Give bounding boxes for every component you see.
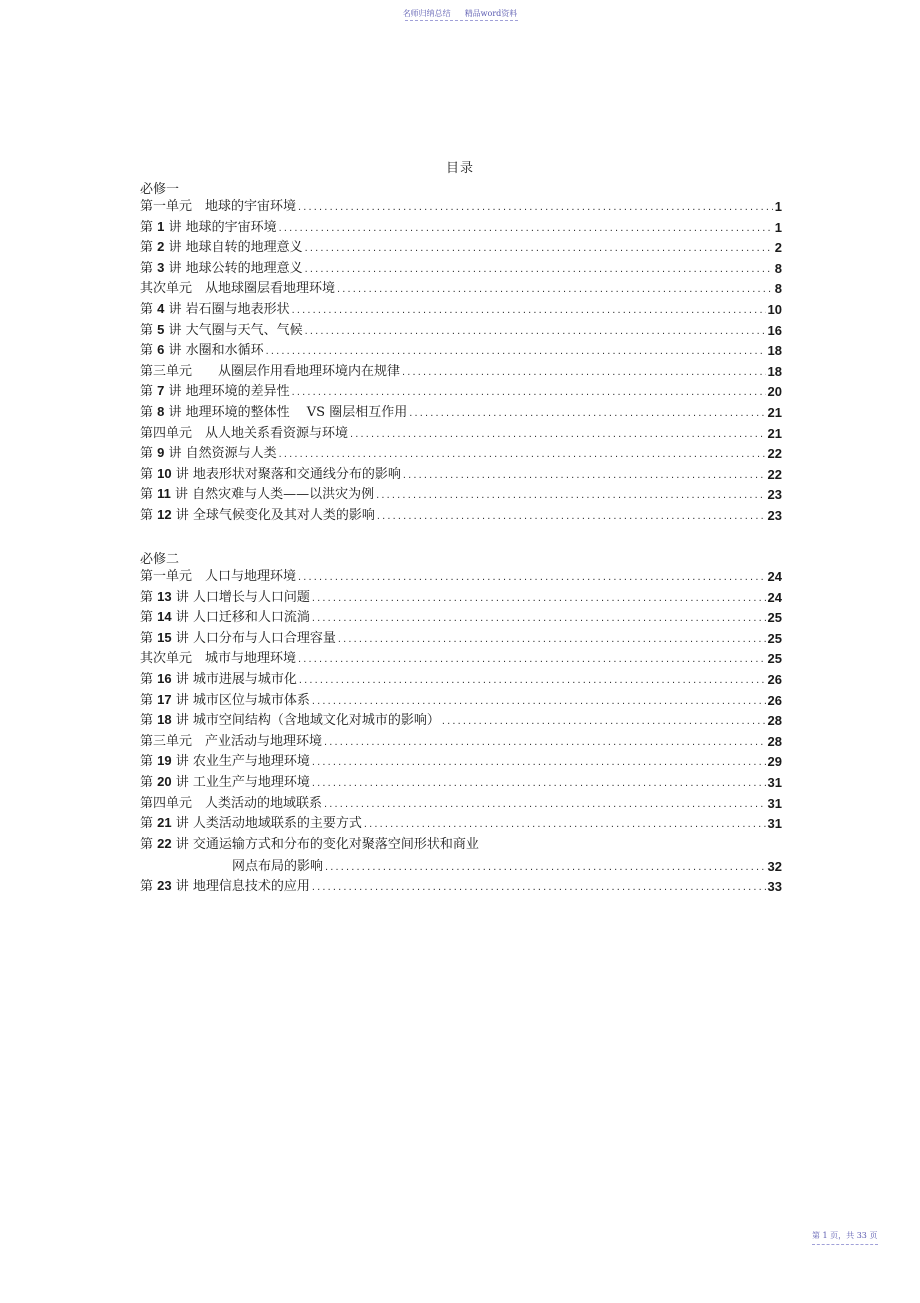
dot-leader bbox=[298, 650, 766, 668]
toc-entry[interactable] bbox=[140, 671, 782, 689]
dot-leader bbox=[312, 589, 766, 607]
entry-prefix: 第 bbox=[140, 589, 158, 605]
header-right: 精品word资料 bbox=[464, 9, 518, 18]
entry-label bbox=[140, 382, 290, 401]
entry-text: 讲 人类活动地域联系的主要方式 bbox=[171, 816, 362, 832]
entry-label bbox=[140, 877, 310, 896]
toc-entry[interactable] bbox=[140, 342, 782, 360]
entry-number: 14 bbox=[157, 609, 172, 625]
entry-text: 讲 城市空间结构（含地域文化对城市的影响） bbox=[171, 713, 440, 729]
toc-entry[interactable] bbox=[140, 383, 782, 401]
toc-entry[interactable] bbox=[140, 712, 782, 730]
page-number: 1 bbox=[774, 219, 782, 235]
entry-number: 13 bbox=[157, 588, 172, 604]
toc-entry[interactable] bbox=[140, 466, 782, 484]
toc-entry[interactable] bbox=[140, 692, 782, 710]
entry-text: 讲 地球的宇宙环境 bbox=[164, 219, 277, 235]
entry-label bbox=[140, 363, 400, 381]
dot-leader bbox=[305, 260, 773, 278]
dot-leader bbox=[376, 486, 765, 504]
entry-label bbox=[140, 198, 296, 216]
entry-prefix: 第 bbox=[140, 260, 158, 276]
section-heading-2: 必修二 bbox=[140, 552, 180, 567]
dot-leader bbox=[299, 671, 766, 689]
entry-number: 23 bbox=[157, 878, 172, 893]
entry-label bbox=[140, 300, 290, 319]
entry-prefix: 第 bbox=[140, 692, 158, 708]
entry-text: 讲 自然灾难与人类——以洪灾为例 bbox=[170, 487, 375, 503]
toc-entry[interactable] bbox=[140, 198, 782, 216]
page-number: 33 bbox=[767, 879, 782, 894]
entry-text: 人类活动的地域联系 bbox=[192, 795, 323, 811]
toc-entry[interactable] bbox=[140, 219, 782, 237]
page-number: 28 bbox=[767, 713, 782, 729]
page-number: 18 bbox=[767, 343, 782, 359]
dot-leader bbox=[312, 692, 766, 710]
toc-entry[interactable] bbox=[140, 630, 782, 648]
entry-number: 16 bbox=[157, 671, 172, 686]
toc-entry[interactable] bbox=[140, 753, 782, 771]
entry-number: 2 bbox=[157, 239, 165, 255]
entry-label bbox=[140, 506, 375, 525]
entry-number: 8 bbox=[157, 404, 165, 419]
entry-label bbox=[140, 650, 296, 668]
dot-leader bbox=[337, 280, 773, 298]
entry-number: 20 bbox=[157, 774, 172, 789]
page-number: 29 bbox=[767, 754, 782, 770]
entry-number: 1 bbox=[157, 218, 165, 234]
toc-entry[interactable] bbox=[140, 733, 782, 751]
dot-leader bbox=[266, 342, 766, 360]
entry-prefix: 第 bbox=[140, 713, 158, 729]
page-number: 28 bbox=[767, 733, 782, 749]
entry-label bbox=[140, 670, 297, 689]
toc-entry[interactable] bbox=[140, 507, 782, 525]
entry-prefix: 第四单元 bbox=[140, 425, 193, 441]
toc-entry[interactable] bbox=[140, 878, 782, 896]
dot-leader bbox=[312, 753, 766, 771]
dot-leader bbox=[305, 239, 773, 257]
entry-prefix: 其次单元 bbox=[140, 651, 193, 667]
entry-prefix: 第四单元 bbox=[140, 795, 193, 811]
page-header bbox=[0, 8, 920, 19]
page-number: 31 bbox=[767, 775, 782, 790]
entry-label bbox=[140, 321, 303, 340]
dot-leader bbox=[442, 712, 766, 730]
entry-number: 6 bbox=[157, 342, 165, 358]
entry-text: 讲 地理环境的整体性 VS 圈层相互作用 bbox=[164, 405, 408, 420]
page-number: 24 bbox=[767, 589, 782, 605]
entry-text: 讲 水圈和水循环 bbox=[164, 343, 264, 359]
page-number: 32 bbox=[767, 859, 782, 874]
entry-prefix: 第 bbox=[140, 343, 158, 359]
entry-text: 讲 地球自转的地理意义 bbox=[164, 240, 303, 256]
entry-label bbox=[140, 733, 322, 751]
toc-entry[interactable] bbox=[140, 239, 782, 257]
entry-prefix: 第 bbox=[140, 630, 158, 646]
toc-entry-wrapped[interactable] bbox=[140, 835, 479, 854]
entry-prefix: 第 bbox=[140, 405, 158, 420]
toc-entry[interactable] bbox=[140, 568, 782, 586]
entry-text: 讲 地理信息技术的应用 bbox=[171, 879, 310, 894]
entry-label bbox=[140, 403, 407, 422]
toc-title: 目录 bbox=[445, 161, 474, 176]
entry-text: 讲 地表形状对聚落和交通线分布的影响 bbox=[171, 466, 401, 482]
entry-text: 讲 大气圈与天气、气候 bbox=[164, 322, 303, 338]
dot-leader bbox=[402, 363, 766, 381]
dot-leader bbox=[312, 609, 766, 627]
toc-entry[interactable] bbox=[140, 815, 782, 833]
toc-entry[interactable] bbox=[140, 425, 782, 443]
entry-prefix: 第 bbox=[140, 466, 158, 482]
dot-leader bbox=[409, 404, 765, 422]
page-number: 24 bbox=[767, 569, 782, 584]
page-number: 21 bbox=[767, 425, 782, 441]
entry-label bbox=[140, 485, 374, 504]
entry-text: 讲 人口分布与人口合理容量 bbox=[171, 630, 336, 646]
entry-text: 讲 工业生产与地理环境 bbox=[171, 775, 310, 790]
entry-text: 城市与地理环境 bbox=[192, 651, 297, 667]
entry-label bbox=[140, 711, 440, 730]
entry-label bbox=[140, 752, 310, 771]
entry-number: 19 bbox=[157, 753, 172, 769]
toc-entry[interactable] bbox=[140, 774, 782, 792]
page-number: 8 bbox=[774, 281, 782, 297]
entry-text: 讲 农业生产与地理环境 bbox=[171, 754, 310, 770]
entry-prefix: 第 bbox=[140, 754, 158, 770]
entry-text: 从圈层作用看地理环境内在规律 bbox=[192, 363, 401, 379]
entry-number: 9 bbox=[157, 445, 165, 461]
entry-label bbox=[140, 341, 264, 360]
toc-entry[interactable] bbox=[140, 445, 782, 463]
entry-number: 18 bbox=[157, 712, 172, 728]
entry-number: 5 bbox=[157, 321, 165, 337]
page-number: 23 bbox=[767, 487, 782, 503]
entry-number: 22 bbox=[157, 836, 172, 851]
entry-number: 7 bbox=[157, 383, 165, 399]
entry-prefix: 第 bbox=[140, 384, 158, 400]
entry-text: 讲 岩石圈与地表形状 bbox=[164, 302, 290, 317]
dot-leader bbox=[338, 630, 766, 648]
entry-number: 10 bbox=[157, 465, 172, 481]
entry-text: 从人地关系看资源与环境 bbox=[192, 425, 349, 441]
toc-entry[interactable] bbox=[140, 280, 782, 298]
page-number: 21 bbox=[767, 405, 782, 420]
entry-number: 21 bbox=[157, 815, 172, 831]
entry-text: 人口与地理环境 bbox=[192, 569, 297, 584]
page-number: 26 bbox=[767, 692, 782, 708]
entry-prefix: 其次单元 bbox=[140, 281, 193, 297]
toc-entry[interactable] bbox=[140, 301, 782, 319]
entry-number: 3 bbox=[157, 259, 165, 275]
page-number: 1 bbox=[774, 199, 782, 214]
page-number: 2 bbox=[774, 240, 782, 256]
toc-entry[interactable] bbox=[140, 486, 782, 504]
page-number: 22 bbox=[767, 466, 782, 482]
entry-text: 讲 自然资源与人类 bbox=[164, 446, 277, 462]
page-number: 31 bbox=[767, 795, 782, 811]
entry-label bbox=[140, 568, 296, 586]
dot-leader bbox=[324, 733, 766, 751]
entry-text: 地球的宇宙环境 bbox=[192, 199, 297, 214]
entry-number: 17 bbox=[157, 691, 172, 707]
dot-leader bbox=[364, 815, 766, 833]
entry-text: 讲 地理环境的差异性 bbox=[164, 384, 290, 400]
dot-leader bbox=[292, 383, 766, 401]
dot-leader bbox=[377, 507, 766, 525]
entry-label bbox=[140, 814, 362, 833]
entry-number: 4 bbox=[157, 301, 165, 316]
entry-label bbox=[140, 773, 310, 792]
entry-prefix: 第 bbox=[140, 837, 158, 852]
toc-entry[interactable] bbox=[140, 260, 782, 278]
entry-number: 12 bbox=[157, 507, 172, 522]
dot-leader bbox=[325, 858, 766, 876]
page-number: 25 bbox=[767, 651, 782, 667]
entry-prefix: 第 bbox=[140, 879, 158, 894]
entry-label bbox=[140, 444, 277, 463]
dot-leader bbox=[298, 568, 766, 586]
toc-entry[interactable] bbox=[140, 322, 782, 340]
dot-leader bbox=[324, 795, 766, 813]
entry-number: 11 bbox=[157, 486, 171, 502]
entry-text: 讲 人口增长与人口问题 bbox=[171, 589, 310, 605]
entry-prefix: 第 bbox=[140, 322, 158, 338]
toc-entry[interactable] bbox=[140, 404, 782, 422]
dot-leader bbox=[279, 445, 766, 463]
entry-label bbox=[140, 280, 335, 298]
entry-text: 讲 交通运输方式和分布的变化对聚落空间形状和商业 bbox=[171, 837, 479, 852]
toc-entry[interactable] bbox=[140, 858, 782, 876]
section-heading-1: 必修一 bbox=[140, 182, 180, 197]
entry-text: 讲 全球气候变化及其对人类的影响 bbox=[171, 508, 375, 523]
page-footer: 第 1 页，共 33 页 bbox=[812, 1231, 878, 1240]
entry-prefix: 第 bbox=[140, 816, 158, 832]
dot-leader bbox=[312, 774, 766, 792]
header-left: 名师归纳总结 bbox=[402, 9, 451, 18]
entry-label bbox=[140, 629, 336, 648]
entry-text: 讲 城市区位与城市体系 bbox=[171, 692, 310, 708]
dot-leader bbox=[298, 198, 773, 216]
dot-leader bbox=[312, 878, 766, 896]
entry-label bbox=[140, 218, 277, 237]
entry-prefix: 第 bbox=[140, 610, 158, 626]
entry-text: 从地球圈层看地理环境 bbox=[192, 281, 336, 297]
toc-entry[interactable] bbox=[140, 609, 782, 627]
toc-entry[interactable] bbox=[140, 795, 782, 813]
entry-prefix: 第 bbox=[140, 219, 158, 235]
page-number: 20 bbox=[767, 384, 782, 400]
page-number: 23 bbox=[767, 508, 782, 523]
entry-prefix: 第 bbox=[140, 487, 158, 503]
entry-prefix: 第一单元 bbox=[140, 199, 193, 214]
page-number: 22 bbox=[767, 446, 782, 462]
page-number: 18 bbox=[767, 363, 782, 379]
page-number: 10 bbox=[767, 302, 782, 317]
entry-label bbox=[140, 608, 310, 627]
entry-prefix: 第一单元 bbox=[140, 569, 193, 584]
entry-number: 15 bbox=[157, 629, 172, 645]
entry-prefix: 第 bbox=[140, 672, 158, 687]
page-number: 25 bbox=[767, 610, 782, 626]
entry-label bbox=[140, 259, 303, 278]
entry-label bbox=[140, 425, 348, 443]
entry-text: 产业活动与地理环境 bbox=[192, 733, 323, 749]
entry-text: 讲 地球公转的地理意义 bbox=[164, 260, 303, 276]
toc-entry[interactable] bbox=[140, 363, 782, 381]
entry-prefix: 第 bbox=[140, 302, 158, 317]
footer-divider bbox=[812, 1244, 878, 1245]
dot-leader bbox=[279, 219, 773, 237]
entry-label bbox=[140, 465, 401, 484]
toc-entry[interactable] bbox=[140, 650, 782, 668]
entry-prefix: 第 bbox=[140, 446, 158, 462]
dot-leader bbox=[350, 425, 766, 443]
toc-entry[interactable] bbox=[140, 589, 782, 607]
entry-label bbox=[140, 795, 322, 813]
page-number: 25 bbox=[767, 630, 782, 646]
page-number: 16 bbox=[767, 322, 782, 338]
entry-label bbox=[140, 238, 303, 257]
entry-label bbox=[140, 588, 310, 607]
entry-label bbox=[140, 691, 310, 710]
entry-prefix: 第三单元 bbox=[140, 363, 193, 379]
entry-prefix: 第 bbox=[140, 775, 158, 790]
page-number: 8 bbox=[774, 260, 782, 276]
dot-leader bbox=[292, 301, 766, 319]
entry-label: 网点布局的影响 bbox=[232, 859, 324, 874]
entry-prefix: 第 bbox=[140, 508, 158, 523]
dot-leader bbox=[403, 466, 766, 484]
header-divider bbox=[405, 20, 518, 21]
entry-text: 讲 城市进展与城市化 bbox=[171, 672, 297, 687]
entry-prefix: 第 bbox=[140, 240, 158, 256]
page-number: 31 bbox=[767, 816, 782, 832]
dot-leader bbox=[305, 322, 766, 340]
entry-text: 讲 人口迁移和人口流淌 bbox=[171, 610, 310, 626]
entry-prefix: 第三单元 bbox=[140, 733, 193, 749]
page-number: 26 bbox=[767, 672, 782, 687]
